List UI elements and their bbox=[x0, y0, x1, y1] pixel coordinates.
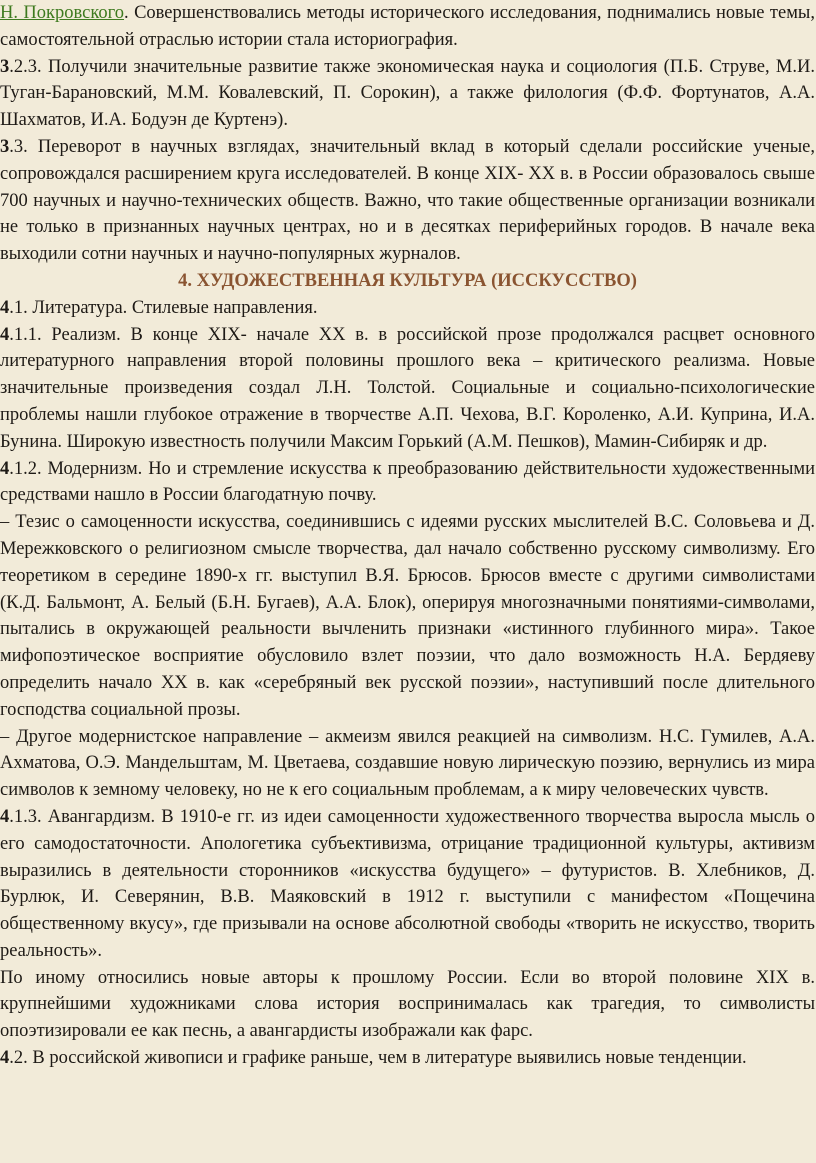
paragraph-text: . Совершенствовались методы исторического исследования, поднимались новые темы, самостоятельной отраслью истории стала историография. bbox=[0, 3, 815, 50]
section-number: 4 bbox=[0, 806, 10, 827]
paragraph-4-1-3 bbox=[0, 804, 815, 965]
paragraph-past-of-russia: По иному относились новые авторы к прошлому России. Если во второй половине XIX в. крупнейшими художниками слова история воспринималась как трагедия, то символисты опоэтизировали ее как песнь, а авангардисты изображали как фарс. bbox=[0, 967, 815, 1042]
paragraph-acmeism: – Другое модернистское направление – акмеизм явился реакцией на символизм. Н.С. Гумилев, А.А. Ахматова, О.Э. Мандельштам, М. Цветаева, создавшие новую лирическую поэзию, вернулись из мира символов к земному человеку, но не к его социальным проблемам, а к миру человеческих чувств. bbox=[0, 726, 815, 801]
paragraph-text: .1.1. Реализм. В конце XIX- начале XX в. в российской прозе продолжался расцвет основного литературного направления второй половины прошлого века – критического реализма. Новые значительные произведения создал Л.Н. Толстой. Социальные и социально-психологические проблемы нашли глубокое отражение в творчестве А.П. Чехова, В.Г. Короленко, А.И. Куприна, И.А. Бунина. Широкую известность получили Максим Горький (А.М. Пешков), Мамин-Сибиряк и др. bbox=[0, 324, 815, 452]
paragraph-text: .1.2. Модернизм. Но и стремление искусства к преобразованию действительности художественными средствами нашло в России благодатную почву. bbox=[0, 458, 815, 506]
section-number: 4 bbox=[0, 458, 10, 479]
paragraph-text: .2. В российской живописи и графике раньше, чем в литературе выявились новые тенденции. bbox=[9, 1048, 747, 1069]
section-heading: 4. ХУДОЖЕСТВЕННАЯ КУЛЬТУРА (ИССКУССТВО) bbox=[178, 270, 637, 291]
section-number: 3 bbox=[0, 56, 10, 77]
paragraph-text: .3. Переворот в научных взглядах, значительный вклад в который сделали российские ученые, сопровождался расширением круга исследователей. В конце XIX- XX в. в России образовалось свыше 700 научных и научно-технических обществ. Важно, что такие общественные организации возникали не только в признанных научных центрах, но и в десятках периферийных городов. В начале века выходили сотни научных и научно-популярных журналов. bbox=[0, 136, 815, 265]
paragraph-3-2-3 bbox=[0, 54, 815, 134]
paragraph-text: .1.3. Авангардизм. В 1910-е гг. из идеи самоценности художественного творчества выросла мысль о его самодостаточности. Апологетика субъективизма, отрицание традиционной культуры, активизм выразились в деятельности сторонников «искусства будущего» – футуристов. В. Хлебников, Д. Бурлюк, И. Северянин, В.В. Маяковский в 1912 г. выступили с манифестом «Пощечина общественному вкусу», где призывали на основе абсолютной свободы «творить не искусство, творить реальность». bbox=[0, 806, 815, 961]
section-number: 4 bbox=[0, 1048, 10, 1069]
pokrovsky-link[interactable]: Н. Покровского bbox=[0, 3, 125, 23]
section-number: 4 bbox=[0, 297, 10, 318]
paragraph-symbolism: – Тезис о самоценности искусства, соединившись с идеями русских мыслителей В.С. Соловьева и Д. Мережковского о религиозном смысле творчества, дал начало собственно русскому символизму. Его теоретиком в середине 1890-х гг. выступил В.Я. Брюсов. Брюсов вместе с другими символистами (К.Д. Бальмонт, А. Белый (Б.Н. Бугаев), А.А. Блок), оперируя многозначными понятиями-символами, пытались в окружающей реальности вычленить признаки «истинного глубинного мира». Такое мифопоэтическое восприятие обусловило взлет поэзии, что дало возможность Н.А. Бердяеву определить начало XX в. как «серебряный век русской поэзии», наступивший после длительного господства социальной прозы. bbox=[0, 512, 815, 720]
paragraph-historiography bbox=[0, 0, 815, 54]
paragraph-4-1-1 bbox=[0, 322, 815, 456]
paragraph-4-2 bbox=[0, 1045, 815, 1072]
section-number: 4 bbox=[0, 324, 10, 345]
paragraph-text: .2.3. Получили значительные развитие также экономическая наука и социология (П.Б. Струве, М.И. Туган-Барановский, М.М. Ковалевский, П. Сорокин), а также филология (Ф.Ф. Фортунатов, А.А. Шахматов, И.А. Бодуэн де Куртенэ). bbox=[0, 56, 815, 131]
paragraph-4-1 bbox=[0, 295, 815, 322]
paragraph-text: .1. Литература. Стилевые направления. bbox=[9, 297, 318, 318]
section-number: 3 bbox=[0, 136, 10, 157]
paragraph-4-1-2 bbox=[0, 456, 815, 510]
paragraph-3-3 bbox=[0, 134, 815, 268]
